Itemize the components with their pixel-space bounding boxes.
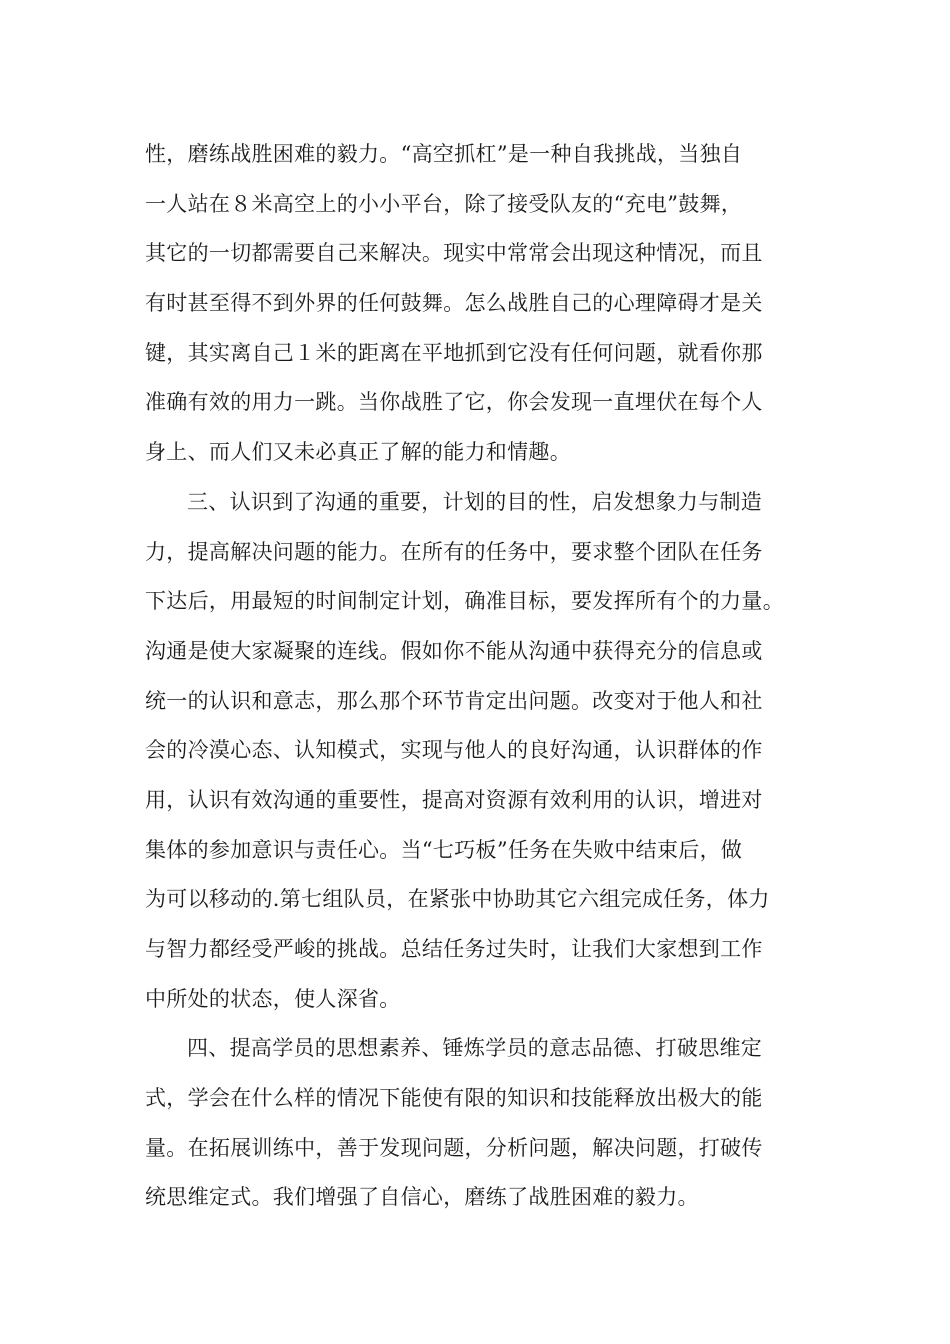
text-line: 沟通是使大家凝聚的连线。假如你不能从沟通中获得充分的信息或	[145, 638, 763, 663]
text-line: 统思维定式。我们增强了自信心，磨练了战胜困难的毅力。	[145, 1185, 699, 1210]
text-line: 会的冷漠心态、认知模式，实现与他人的良好沟通，认识群体的作	[145, 738, 763, 763]
text-line: 力，提高解决问题的能力。在所有的任务中，要求整个团队在任务	[145, 539, 763, 564]
text-line: 身上、而人们又未必真正了解的能力和情趣。	[145, 440, 571, 465]
text-line: 键，其实离自己１米的距离在平地抓到它没有任何问题，就看你那	[145, 340, 763, 365]
text-line: 中所处的状态，使人深省。	[145, 986, 401, 1011]
text-line: 下达后，用最短的时间制定计划，确准目标，要发挥所有个的力量。	[145, 589, 784, 614]
text-line: 一人站在８米高空上的小小平台，除了接受队友的“充电”鼓舞，	[145, 191, 743, 216]
text-line: 为可以移动的.第七组队员，在紧张中协助其它六组完成任务，体力	[145, 887, 770, 912]
text-line: 准确有效的用力一跳。当你战胜了它，你会发现一直埋伏在每个人	[145, 390, 763, 415]
text-line: 统一的认识和意志，那么那个环节肯定出问题。改变对于他人和社	[145, 688, 763, 713]
text-line: 性，磨练战胜困难的毅力。“高空抓杠”是一种自我挑战，当独自	[145, 142, 743, 166]
text-line: 其它的一切都需要自己来解决。现实中常常会出现这种情况，而且	[145, 241, 763, 266]
text-line: 量。在拓展训练中，善于发现问题，分析问题，解决问题，打破传	[145, 1135, 763, 1160]
text-line: 集体的参加意识与责任心。当“七巧板”任务在失败中结束后，做	[145, 837, 743, 862]
text-line: 式，学会在什么样的情况下能使有限的知识和技能释放出极大的能	[145, 1086, 763, 1111]
text-line: 用，认识有效沟通的重要性，提高对资源有效利用的认识，增进对	[145, 787, 763, 812]
text-line: 有时甚至得不到外界的任何鼓舞。怎么战胜自己的心理障碍才是关	[145, 291, 763, 316]
text-line: 与智力都经受严峻的挑战。总结任务过失时，让我们大家想到工作	[145, 937, 763, 961]
paragraph-four-start: 四、提高学员的思想素养、锤炼学员的意志品德、打破思维定	[187, 1036, 763, 1061]
body-text	[145, 130, 825, 1223]
paragraph-three-start: 三、认识到了沟通的重要，计划的目的性，启发想象力与制造	[187, 489, 763, 514]
